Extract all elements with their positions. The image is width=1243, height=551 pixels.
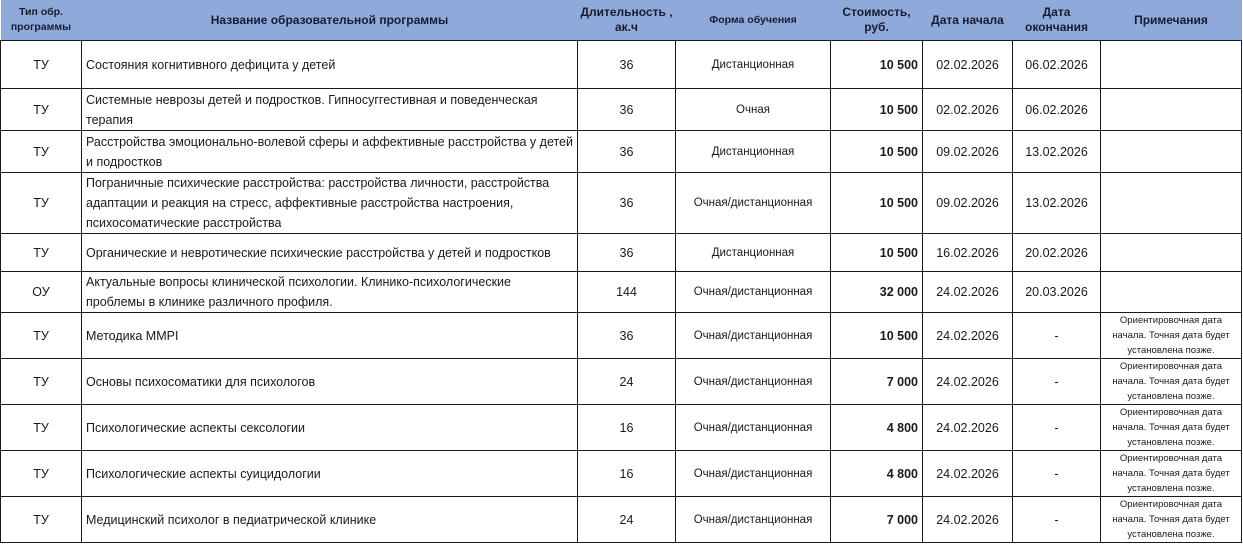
- cell-cost: 7 000: [831, 497, 923, 543]
- cell-type: ТУ: [1, 173, 82, 234]
- cell-type: ТУ: [1, 451, 82, 497]
- table-row: [1, 359, 1242, 405]
- cell-notes: Ориентировочная дата начала. Точная дата будет установлена позже.: [1101, 451, 1242, 497]
- cell-form: Дистанционная: [676, 234, 831, 272]
- header-row: [1, 0, 1242, 41]
- header-start: Дата начала: [923, 0, 1013, 41]
- header-duration: Длительность , ак.ч: [578, 0, 676, 41]
- cell-cost: 10 500: [831, 89, 923, 131]
- header-name: Название образовательной программы: [82, 0, 578, 41]
- cell-duration: 24: [578, 359, 676, 405]
- cell-notes: [1101, 89, 1242, 131]
- cell-type: ТУ: [1, 234, 82, 272]
- cell-cost: 32 000: [831, 272, 923, 313]
- cell-end: -: [1013, 359, 1101, 405]
- cell-form: Очная/дистанционная: [676, 313, 831, 359]
- cell-cost: 4 800: [831, 405, 923, 451]
- cell-end: -: [1013, 497, 1101, 543]
- cell-notes: Ориентировочная дата начала. Точная дата будет установлена позже.: [1101, 405, 1242, 451]
- cell-end: 20.02.2026: [1013, 234, 1101, 272]
- cell-type: ТУ: [1, 497, 82, 543]
- cell-end: 06.02.2026: [1013, 41, 1101, 89]
- cell-cost: 10 500: [831, 234, 923, 272]
- cell-form: Очная/дистанционная: [676, 405, 831, 451]
- cell-duration: 144: [578, 272, 676, 313]
- cell-form: Очная/дистанционная: [676, 451, 831, 497]
- cell-duration: 24: [578, 497, 676, 543]
- cell-form: Очная/дистанционная: [676, 497, 831, 543]
- cell-type: ТУ: [1, 405, 82, 451]
- cell-type: ТУ: [1, 89, 82, 131]
- cell-duration: 36: [578, 313, 676, 359]
- cell-name: Методика MMPI: [82, 313, 578, 359]
- cell-end: -: [1013, 451, 1101, 497]
- table-row: [1, 451, 1242, 497]
- header-type: Тип обр. программы: [1, 0, 82, 41]
- header-cost: Стоимость, руб.: [831, 0, 923, 41]
- cell-form: Дистанционная: [676, 41, 831, 89]
- cell-cost: 10 500: [831, 173, 923, 234]
- cell-type: ТУ: [1, 313, 82, 359]
- cell-type: ТУ: [1, 41, 82, 89]
- cell-duration: 36: [578, 234, 676, 272]
- table-row: [1, 313, 1242, 359]
- header-form: Форма обучения: [676, 0, 831, 41]
- cell-start: 02.02.2026: [923, 41, 1013, 89]
- table-row: [1, 131, 1242, 173]
- cell-cost: 10 500: [831, 131, 923, 173]
- cell-form: Дистанционная: [676, 131, 831, 173]
- cell-name: Органические и невротические психические расстройства у детей и подростков: [82, 234, 578, 272]
- cell-end: 20.03.2026: [1013, 272, 1101, 313]
- cell-start: 24.02.2026: [923, 313, 1013, 359]
- cell-end: -: [1013, 405, 1101, 451]
- cell-start: 02.02.2026: [923, 89, 1013, 131]
- cell-form: Очная/дистанционная: [676, 272, 831, 313]
- cell-name: Системные неврозы детей и подростков. Гипносуггестивная и поведенческая терапия: [82, 89, 578, 131]
- cell-duration: 16: [578, 405, 676, 451]
- cell-notes: Ориентировочная дата начала. Точная дата будет установлена позже.: [1101, 497, 1242, 543]
- cell-name: Психологические аспекты сексологии: [82, 405, 578, 451]
- table-row: [1, 405, 1242, 451]
- table-row: [1, 272, 1242, 313]
- cell-cost: 7 000: [831, 359, 923, 405]
- cell-name: Психологические аспекты суицидологии: [82, 451, 578, 497]
- table-row: [1, 497, 1242, 543]
- cell-start: 24.02.2026: [923, 451, 1013, 497]
- cell-form: Очная/дистанционная: [676, 359, 831, 405]
- cell-end: 13.02.2026: [1013, 173, 1101, 234]
- cell-type: ТУ: [1, 359, 82, 405]
- cell-duration: 16: [578, 451, 676, 497]
- cell-name: Состояния когнитивного дефицита у детей: [82, 41, 578, 89]
- cell-notes: [1101, 234, 1242, 272]
- cell-notes: [1101, 131, 1242, 173]
- cell-notes: [1101, 272, 1242, 313]
- cell-end: 13.02.2026: [1013, 131, 1101, 173]
- cell-duration: 36: [578, 41, 676, 89]
- table-row: [1, 89, 1242, 131]
- cell-notes: Ориентировочная дата начала. Точная дата будет установлена позже.: [1101, 313, 1242, 359]
- cell-duration: 36: [578, 89, 676, 131]
- header-end: Дата окончания: [1013, 0, 1101, 41]
- cell-name: Актуальные вопросы клинической психологии. Клинико-психологические проблемы в клинике различного профиля.: [82, 272, 578, 313]
- cell-start: 24.02.2026: [923, 272, 1013, 313]
- cell-start: 09.02.2026: [923, 173, 1013, 234]
- header-notes: Примечания: [1101, 0, 1242, 41]
- cell-start: 16.02.2026: [923, 234, 1013, 272]
- cell-notes: Ориентировочная дата начала. Точная дата будет установлена позже.: [1101, 359, 1242, 405]
- cell-start: 09.02.2026: [923, 131, 1013, 173]
- cell-start: 24.02.2026: [923, 359, 1013, 405]
- cell-end: -: [1013, 313, 1101, 359]
- cell-cost: 10 500: [831, 313, 923, 359]
- cell-start: 24.02.2026: [923, 497, 1013, 543]
- cell-name: Основы психосоматики для психологов: [82, 359, 578, 405]
- cell-cost: 4 800: [831, 451, 923, 497]
- table-row: [1, 234, 1242, 272]
- cell-notes: [1101, 41, 1242, 89]
- cell-name: Медицинский психолог в педиатрической клинике: [82, 497, 578, 543]
- cell-start: 24.02.2026: [923, 405, 1013, 451]
- cell-type: ОУ: [1, 272, 82, 313]
- cell-duration: 36: [578, 173, 676, 234]
- cell-end: 06.02.2026: [1013, 89, 1101, 131]
- table-row: [1, 41, 1242, 89]
- cell-type: ТУ: [1, 131, 82, 173]
- cell-notes: [1101, 173, 1242, 234]
- cell-name: Расстройства эмоционально-волевой сферы и аффективные расстройства у детей и подростков: [82, 131, 578, 173]
- table-row: [1, 173, 1242, 234]
- cell-cost: 10 500: [831, 41, 923, 89]
- cell-duration: 36: [578, 131, 676, 173]
- cell-name: Пограничные психические расстройства: расстройства личности, расстройства адаптации и реакция на стресс, аффективные расстройства настроения, психосоматические расстройства: [82, 173, 578, 234]
- cell-form: Очная/дистанционная: [676, 173, 831, 234]
- cell-form: Очная: [676, 89, 831, 131]
